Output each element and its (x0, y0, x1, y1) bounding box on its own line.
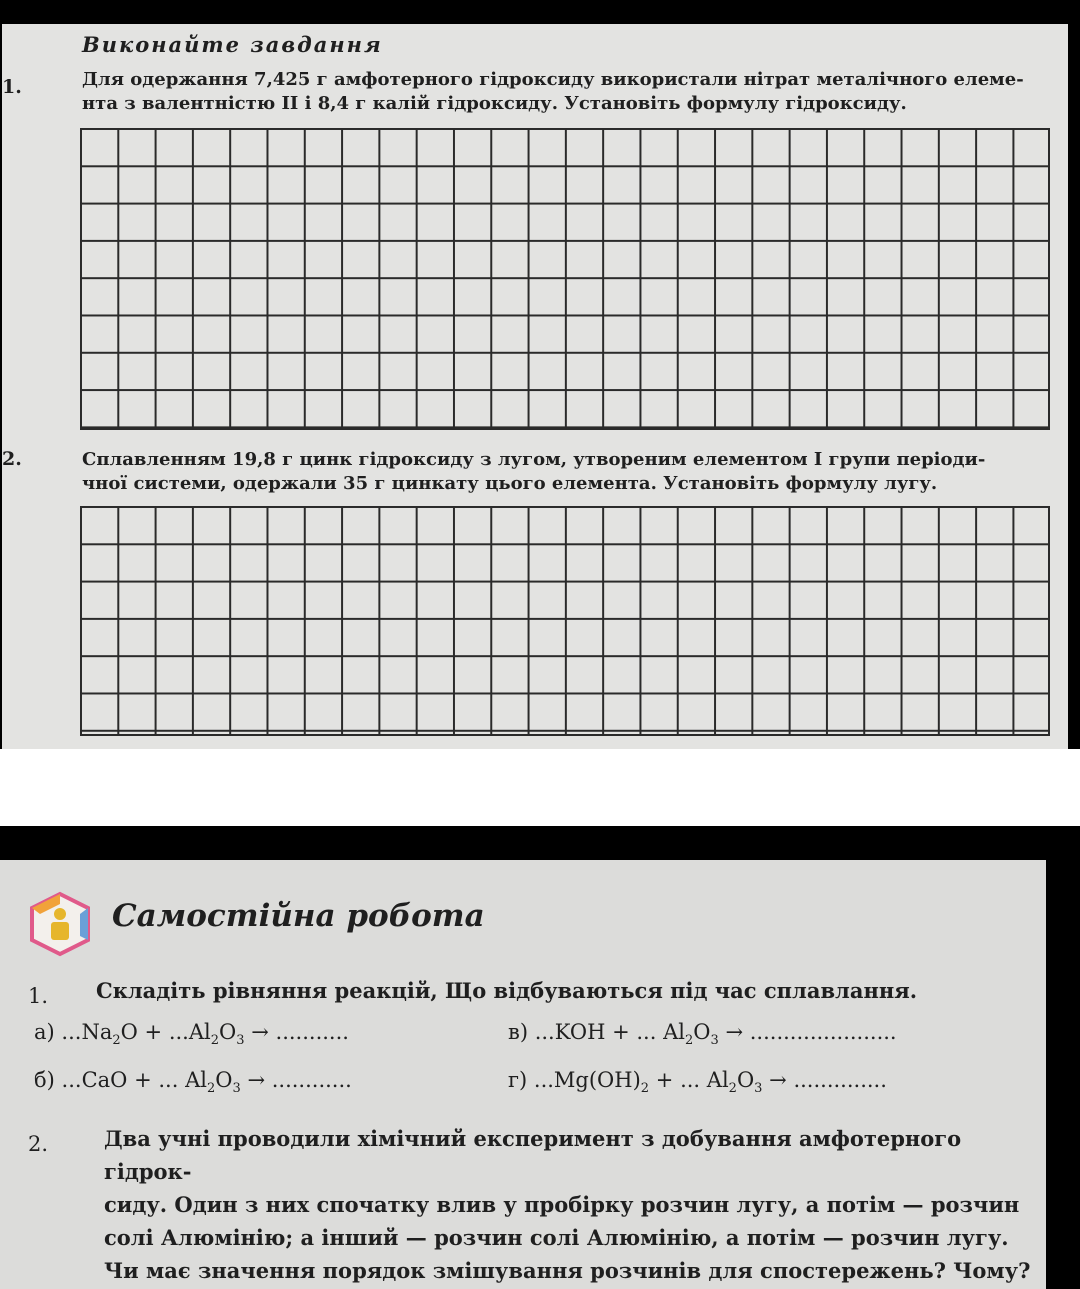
q2-line-2: сиду. Один з них спочатку влив у пробірку розчин лугу, а потім — розчин (104, 1192, 1020, 1217)
task-1-line-2: нта з валентністю II і 8,4 г калій гідроксиду. Установіть формулу гідроксиду. (82, 93, 907, 114)
student-icon (26, 890, 94, 958)
task-2-line-1: Сплавленням 19,8 г цинк гідроксиду з лугом, утвореним елементом I групи періоди- (82, 449, 986, 470)
q2-line-4: Чи має значення порядок змішування розчинів для спостережень? Чому? (104, 1258, 1031, 1283)
blank-separator (0, 749, 1080, 826)
section-heading: Виконайте завдання (82, 32, 383, 57)
task-1-number: 1. (2, 76, 22, 98)
task-2-line-2: чної системи, одержали 35 г цинкату цього елемента. Установіть формулу лугу. (82, 473, 938, 494)
bottom-textbook-page (0, 860, 1046, 1289)
q1-text: Складіть рівняння реакцій, Що відбуваються під час сплавлання. (96, 978, 918, 1003)
section-title: Самостійна робота (112, 898, 485, 934)
equation-b: б) ...CaO + ... $Al_2O_3$ → ............ (34, 1068, 352, 1097)
task-1-text (82, 68, 1042, 116)
q2-line-3: солі Алюмінію; а інший — розчин солі Алюмінію, а потім — розчин лугу. (104, 1225, 1009, 1250)
q2-line-1: Два учні проводили хімічний експеримент з добування амфотерного гідрок- (104, 1126, 962, 1184)
equation-g: г) $...Mg(OH)_2$ + ... $Al_2O_3$ → .............. (508, 1068, 887, 1097)
answer-grid-2[interactable] (80, 506, 1050, 736)
task-1-line-1: Для одержання 7,425 г амфотерного гідроксиду використали нітрат металічного елеме- (82, 69, 1024, 90)
top-textbook-page (2, 24, 1068, 749)
q1-number: 1. (28, 984, 49, 1008)
q2-text (104, 1122, 1044, 1287)
task-2-text (82, 448, 1042, 496)
q2-number: 2. (28, 1132, 49, 1156)
task-2-number: 2. (2, 448, 22, 470)
answer-grid-1[interactable] (80, 128, 1050, 430)
equation-a: а) $...Na_2O + ...Al_2O_3$ → ........... (34, 1020, 349, 1049)
equation-v: в) ...KOH + ... $Al_2O_3$ → ...................... (508, 1020, 897, 1049)
